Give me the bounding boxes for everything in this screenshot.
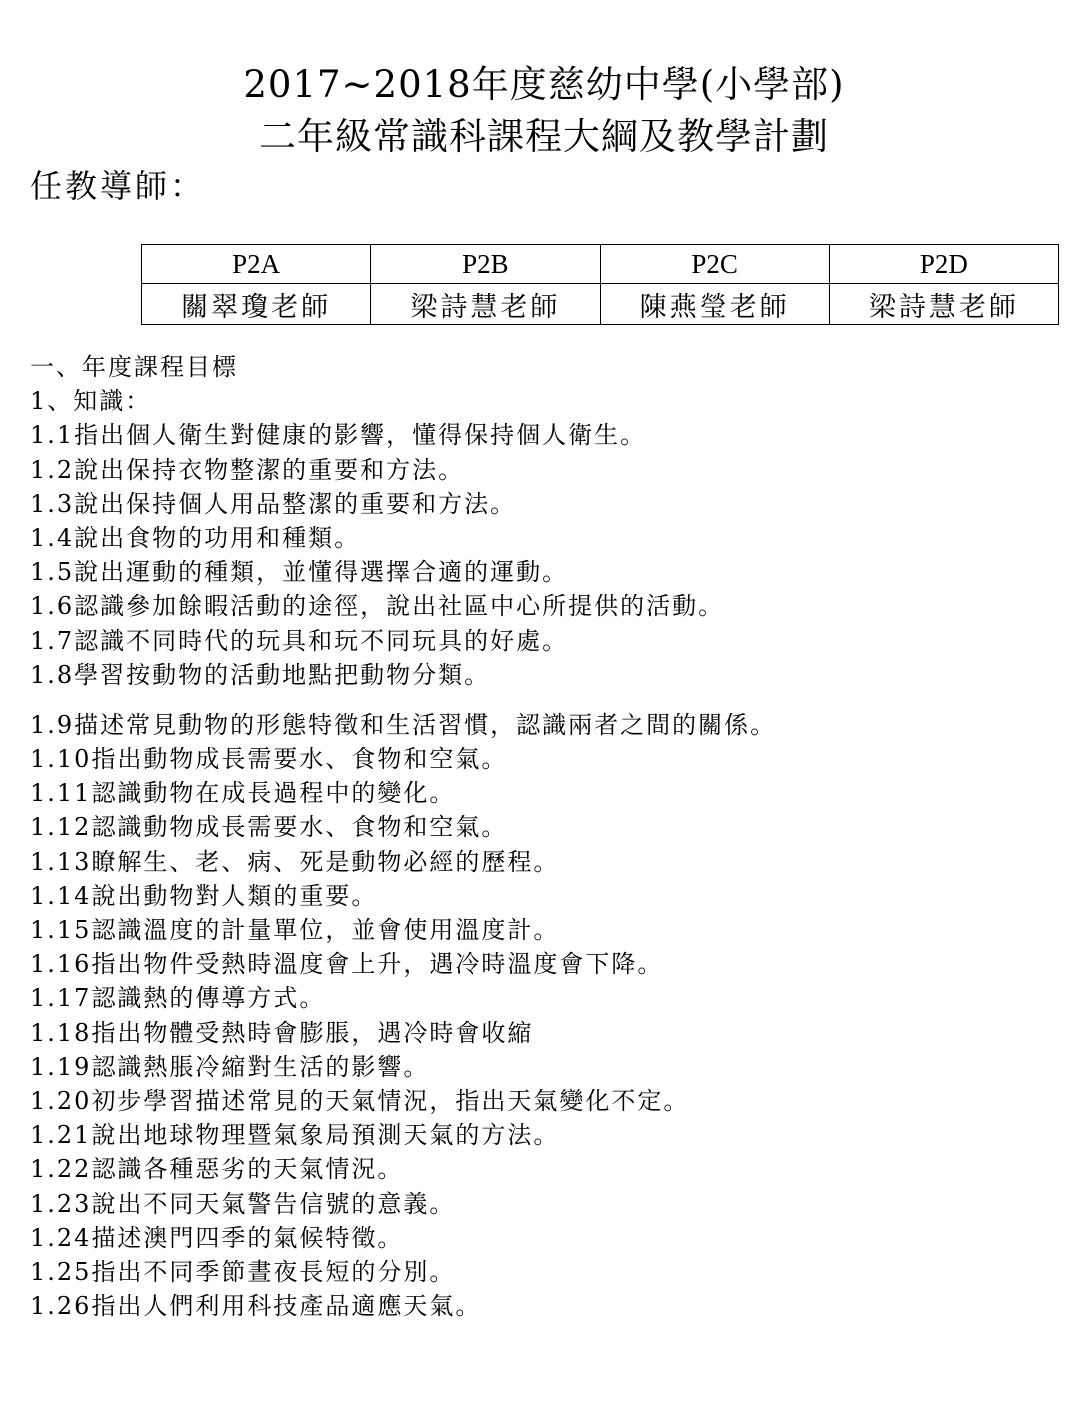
teacher-cell: 梁詩慧老師: [829, 284, 1058, 325]
objective-item: 1.16指出物件受熱時溫度會上升，遇冷時溫度會下降。: [30, 950, 664, 979]
objectives-list-1: [30, 418, 1070, 692]
class-cell: P2A: [142, 245, 371, 284]
class-header-row: [142, 245, 1059, 284]
objective-item: 1.3說出保持個人用品整潔的重要和方法。: [30, 489, 517, 518]
curriculum-content: [30, 350, 1070, 1323]
teacher-cell: 梁詩慧老師: [371, 284, 600, 325]
objective-item: 1.13瞭解生、老、病、死是動物必經的歷程。: [30, 847, 560, 876]
objective-item: 1.5說出運動的種類，並懂得選擇合適的運動。: [30, 558, 569, 587]
objective-item: 1.2說出保持衣物整潔的重要和方法。: [30, 455, 465, 484]
objective-item: 1.10指出動物成長需要水、食物和空氣。: [30, 745, 508, 774]
teacher-cell: 關翠瓊老師: [142, 284, 371, 325]
objective-item: 1.7認識不同時代的玩具和玩不同玩具的好處。: [30, 626, 569, 655]
teacher-label: 任教導師：: [30, 167, 206, 205]
objective-item: 1.12認識動物成長需要水、食物和空氣。: [30, 813, 508, 842]
objective-item: 1.14說出動物對人類的重要。: [30, 881, 378, 910]
objective-item: 1.6認識參加餘暇活動的途徑，說出社區中心所提供的活動。: [30, 592, 725, 621]
objective-item: 1.24描述澳門四季的氣候特徵。: [30, 1223, 404, 1252]
objective-item: 1.19認識熱脹冷縮對生活的影響。: [30, 1052, 430, 1081]
objective-item: 1.21說出地球物理暨氣象局預測天氣的方法。: [30, 1121, 560, 1150]
teachers-table: [141, 244, 1059, 325]
objective-item: 1.23說出不同天氣警告信號的意義。: [30, 1189, 456, 1218]
objective-item: 1.11認識動物在成長過程中的變化。: [30, 779, 456, 808]
objective-item: 1.15認識溫度的計量單位，並會使用溫度計。: [30, 916, 560, 944]
objective-item: 1.4說出食物的功用和種類。: [30, 523, 361, 552]
document-subtitle: 二年級常識科課程大綱及教學計劃: [259, 115, 829, 158]
class-cell: P2D: [829, 245, 1058, 284]
teacher-name-row: [142, 284, 1059, 325]
objectives-list-2: [30, 708, 1070, 1323]
class-cell: P2C: [600, 245, 829, 284]
document-title: 2017~2018年度慈幼中學(小學部): [243, 63, 845, 106]
section-heading: 一、年度課程目標: [30, 353, 238, 381]
objective-item: 1.26指出人們利用科技產品適應天氣。: [30, 1292, 482, 1321]
objective-item: 1.22認識各種惡劣的天氣情況。: [30, 1155, 404, 1184]
objective-item: 1.20初步學習描述常見的天氣情況，指出天氣變化不定。: [30, 1086, 690, 1115]
class-cell: P2B: [371, 245, 600, 284]
teacher-cell: 陳燕瑩老師: [600, 284, 829, 325]
paragraph-gap: [30, 692, 1070, 708]
objective-item: 1.8學習按動物的活動地點把動物分類。: [30, 660, 491, 689]
objective-item: 1.9描述常見動物的形態特徵和生活習慣，認識兩者之間的關係。: [30, 710, 777, 739]
objective-item: 1.18指出物體受熱時會膨脹，遇冷時會收縮: [30, 1018, 534, 1047]
objective-item: 1.17認識熱的傳導方式。: [30, 984, 326, 1013]
section-subheading: 1、知識：: [30, 387, 152, 416]
objective-item: 1.1指出個人衛生對健康的影響，懂得保持個人衛生。: [30, 421, 647, 450]
objective-item: 1.25指出不同季節晝夜長短的分別。: [30, 1257, 456, 1286]
